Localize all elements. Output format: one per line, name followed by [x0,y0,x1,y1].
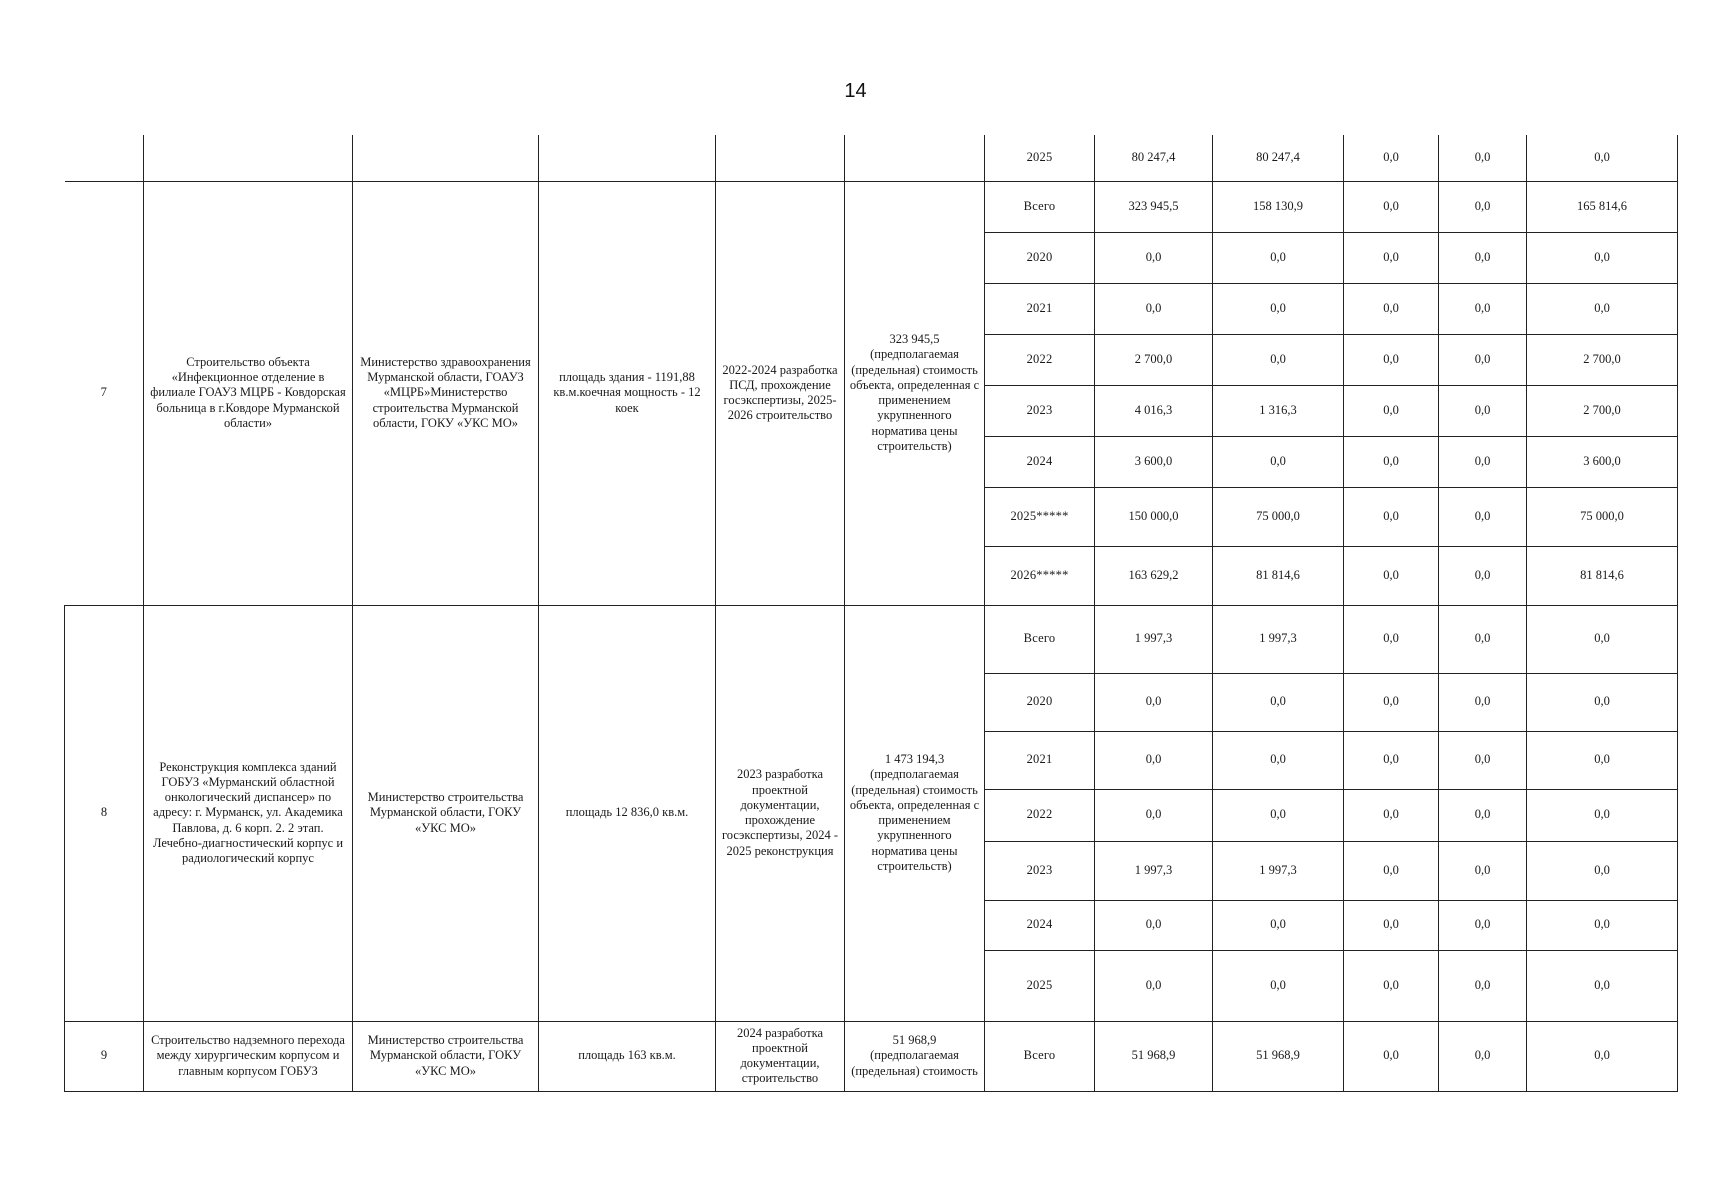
value-cell: 0,0 [1095,673,1213,731]
year-cell: 2025 [985,135,1095,181]
value-cell: 75 000,0 [1527,487,1678,546]
value-cell: 158 130,9 [1213,181,1344,232]
year-cell: 2021 [985,731,1095,789]
year-cell: 2024 [985,900,1095,950]
value-cell: 0,0 [1213,232,1344,283]
value-cell: 0,0 [1344,673,1439,731]
value-cell: 0,0 [1527,950,1678,1021]
value-cell: 0,0 [1344,841,1439,900]
year-cell: 2025***** [985,487,1095,546]
value-cell: 0,0 [1344,789,1439,841]
project-capacity: площадь 12 836,0 кв.м. [539,605,716,1021]
value-cell: 165 814,6 [1527,181,1678,232]
value-cell: 81 814,6 [1213,546,1344,605]
value-cell: 0,0 [1439,950,1527,1021]
value-cell: 0,0 [1344,731,1439,789]
value-cell: 0,0 [1527,605,1678,673]
value-cell: 0,0 [1527,900,1678,950]
value-cell: 0,0 [1439,135,1527,181]
value-cell: 0,0 [1439,731,1527,789]
value-cell: 0,0 [1344,487,1439,546]
project-customer: Министерство здравоохранения Мурманской области, ГОАУЗ «МЦРБ»Министерство строительства Мурманской области, ГОКУ «УКС МО» [353,181,539,605]
cell-empty [65,135,144,181]
year-cell: 2023 [985,385,1095,436]
year-cell: Всего [985,605,1095,673]
value-cell: 4 016,3 [1095,385,1213,436]
value-cell: 0,0 [1527,841,1678,900]
project-timeline: 2023 разработка проектной документации, прохождение госэкспертизы, 2024 - 2025 реконструкция [716,605,845,1021]
value-cell: 150 000,0 [1095,487,1213,546]
value-cell: 0,0 [1095,789,1213,841]
value-cell: 1 997,3 [1213,605,1344,673]
year-cell: 2023 [985,841,1095,900]
year-cell: 2022 [985,789,1095,841]
value-cell: 163 629,2 [1095,546,1213,605]
project-timeline: 2024 разработка проектной документации, строительство [716,1021,845,1091]
cell-empty [845,135,985,181]
value-cell: 0,0 [1213,950,1344,1021]
value-cell: 0,0 [1095,900,1213,950]
value-cell: 75 000,0 [1213,487,1344,546]
year-cell: 2020 [985,673,1095,731]
value-cell: 0,0 [1213,789,1344,841]
value-cell: 0,0 [1095,283,1213,334]
value-cell: 0,0 [1213,900,1344,950]
project-number: 7 [65,181,144,605]
value-cell: 0,0 [1344,385,1439,436]
table-row-continuation [65,135,1678,181]
value-cell: 0,0 [1213,436,1344,487]
value-cell: 0,0 [1439,605,1527,673]
value-cell: 80 247,4 [1213,135,1344,181]
value-cell: 0,0 [1439,1021,1527,1091]
value-cell: 0,0 [1439,283,1527,334]
cell-empty [144,135,353,181]
value-cell: 0,0 [1527,789,1678,841]
value-cell: 0,0 [1344,1021,1439,1091]
value-cell: 0,0 [1344,950,1439,1021]
value-cell: 0,0 [1439,436,1527,487]
year-cell: Всего [985,1021,1095,1091]
value-cell: 81 814,6 [1527,546,1678,605]
year-cell: Всего [985,181,1095,232]
value-cell: 0,0 [1439,334,1527,385]
page-number: 14 [844,80,867,102]
project-cost: 51 968,9 (предполагаемая (предельная) стоимость [845,1021,985,1091]
table-row [65,1021,1678,1091]
value-cell: 51 968,9 [1213,1021,1344,1091]
value-cell: 0,0 [1439,546,1527,605]
year-cell: 2026***** [985,546,1095,605]
value-cell: 0,0 [1439,385,1527,436]
cell-empty [353,135,539,181]
value-cell: 0,0 [1095,731,1213,789]
year-cell: 2025 [985,950,1095,1021]
value-cell: 0,0 [1344,605,1439,673]
year-cell: 2024 [985,436,1095,487]
project-name: Строительство надземного перехода между хирургическим корпусом и главным корпусом ГОБУЗ [144,1021,353,1091]
value-cell: 51 968,9 [1095,1021,1213,1091]
value-cell: 0,0 [1439,181,1527,232]
table-row [65,181,1678,232]
value-cell: 0,0 [1344,181,1439,232]
value-cell: 3 600,0 [1527,436,1678,487]
cell-empty [716,135,845,181]
value-cell: 0,0 [1439,900,1527,950]
value-cell: 1 997,3 [1095,841,1213,900]
project-name: Строительство объекта «Инфекционное отделение в филиале ГОАУЗ МЦРБ - Ковдорская больница в г.Ковдоре Мурманской области» [144,181,353,605]
investment-objects-table [64,135,1678,1092]
value-cell: 80 247,4 [1095,135,1213,181]
value-cell: 0,0 [1527,673,1678,731]
value-cell: 0,0 [1344,436,1439,487]
value-cell: 0,0 [1213,673,1344,731]
value-cell: 0,0 [1213,283,1344,334]
value-cell: 0,0 [1439,673,1527,731]
value-cell: 3 600,0 [1095,436,1213,487]
value-cell: 0,0 [1344,334,1439,385]
value-cell: 0,0 [1527,135,1678,181]
project-customer: Министерство строительства Мурманской области, ГОКУ «УКС МО» [353,1021,539,1091]
value-cell: 2 700,0 [1095,334,1213,385]
value-cell: 2 700,0 [1527,334,1678,385]
year-cell: 2022 [985,334,1095,385]
project-number: 8 [65,605,144,1021]
value-cell: 0,0 [1213,334,1344,385]
value-cell: 0,0 [1527,232,1678,283]
value-cell: 1 997,3 [1095,605,1213,673]
project-name: Реконструкция комплекса зданий ГОБУЗ «Мурманский областной онкологический диспансер» по адресу: г. Мурманск, ул. Академика Павлова, д. 6 корп. 2. 2 этап. Лечебно-диагностический корпус и радиологический корпус [144,605,353,1021]
value-cell: 0,0 [1095,232,1213,283]
value-cell: 0,0 [1439,232,1527,283]
value-cell: 0,0 [1344,900,1439,950]
project-timeline: 2022-2024 разработка ПСД, прохождение госэкспертизы, 2025-2026 строительство [716,181,845,605]
project-capacity: площадь здания - 1191,88 кв.м.коечная мощность - 12 коек [539,181,716,605]
value-cell: 0,0 [1527,731,1678,789]
table-row [65,605,1678,673]
project-capacity: площадь 163 кв.м. [539,1021,716,1091]
project-number: 9 [65,1021,144,1091]
value-cell: 0,0 [1439,487,1527,546]
value-cell: 1 997,3 [1213,841,1344,900]
cell-empty [539,135,716,181]
value-cell: 0,0 [1439,841,1527,900]
value-cell: 0,0 [1439,789,1527,841]
value-cell: 0,0 [1527,1021,1678,1091]
value-cell: 1 316,3 [1213,385,1344,436]
year-cell: 2021 [985,283,1095,334]
value-cell: 0,0 [1344,135,1439,181]
project-cost: 323 945,5 (предполагаемая (предельная) стоимость объекта, определенная с применением укрупненного норматива цены строительств) [845,181,985,605]
value-cell: 0,0 [1213,731,1344,789]
value-cell: 0,0 [1344,283,1439,334]
value-cell: 0,0 [1095,950,1213,1021]
value-cell: 323 945,5 [1095,181,1213,232]
year-cell: 2020 [985,232,1095,283]
value-cell: 0,0 [1527,283,1678,334]
project-customer: Министерство строительства Мурманской области, ГОКУ «УКС МО» [353,605,539,1021]
value-cell: 0,0 [1344,546,1439,605]
value-cell: 2 700,0 [1527,385,1678,436]
project-cost: 1 473 194,3 (предполагаемая (предельная) стоимость объекта, определенная с применением укрупненного норматива цены строительств) [845,605,985,1021]
value-cell: 0,0 [1344,232,1439,283]
